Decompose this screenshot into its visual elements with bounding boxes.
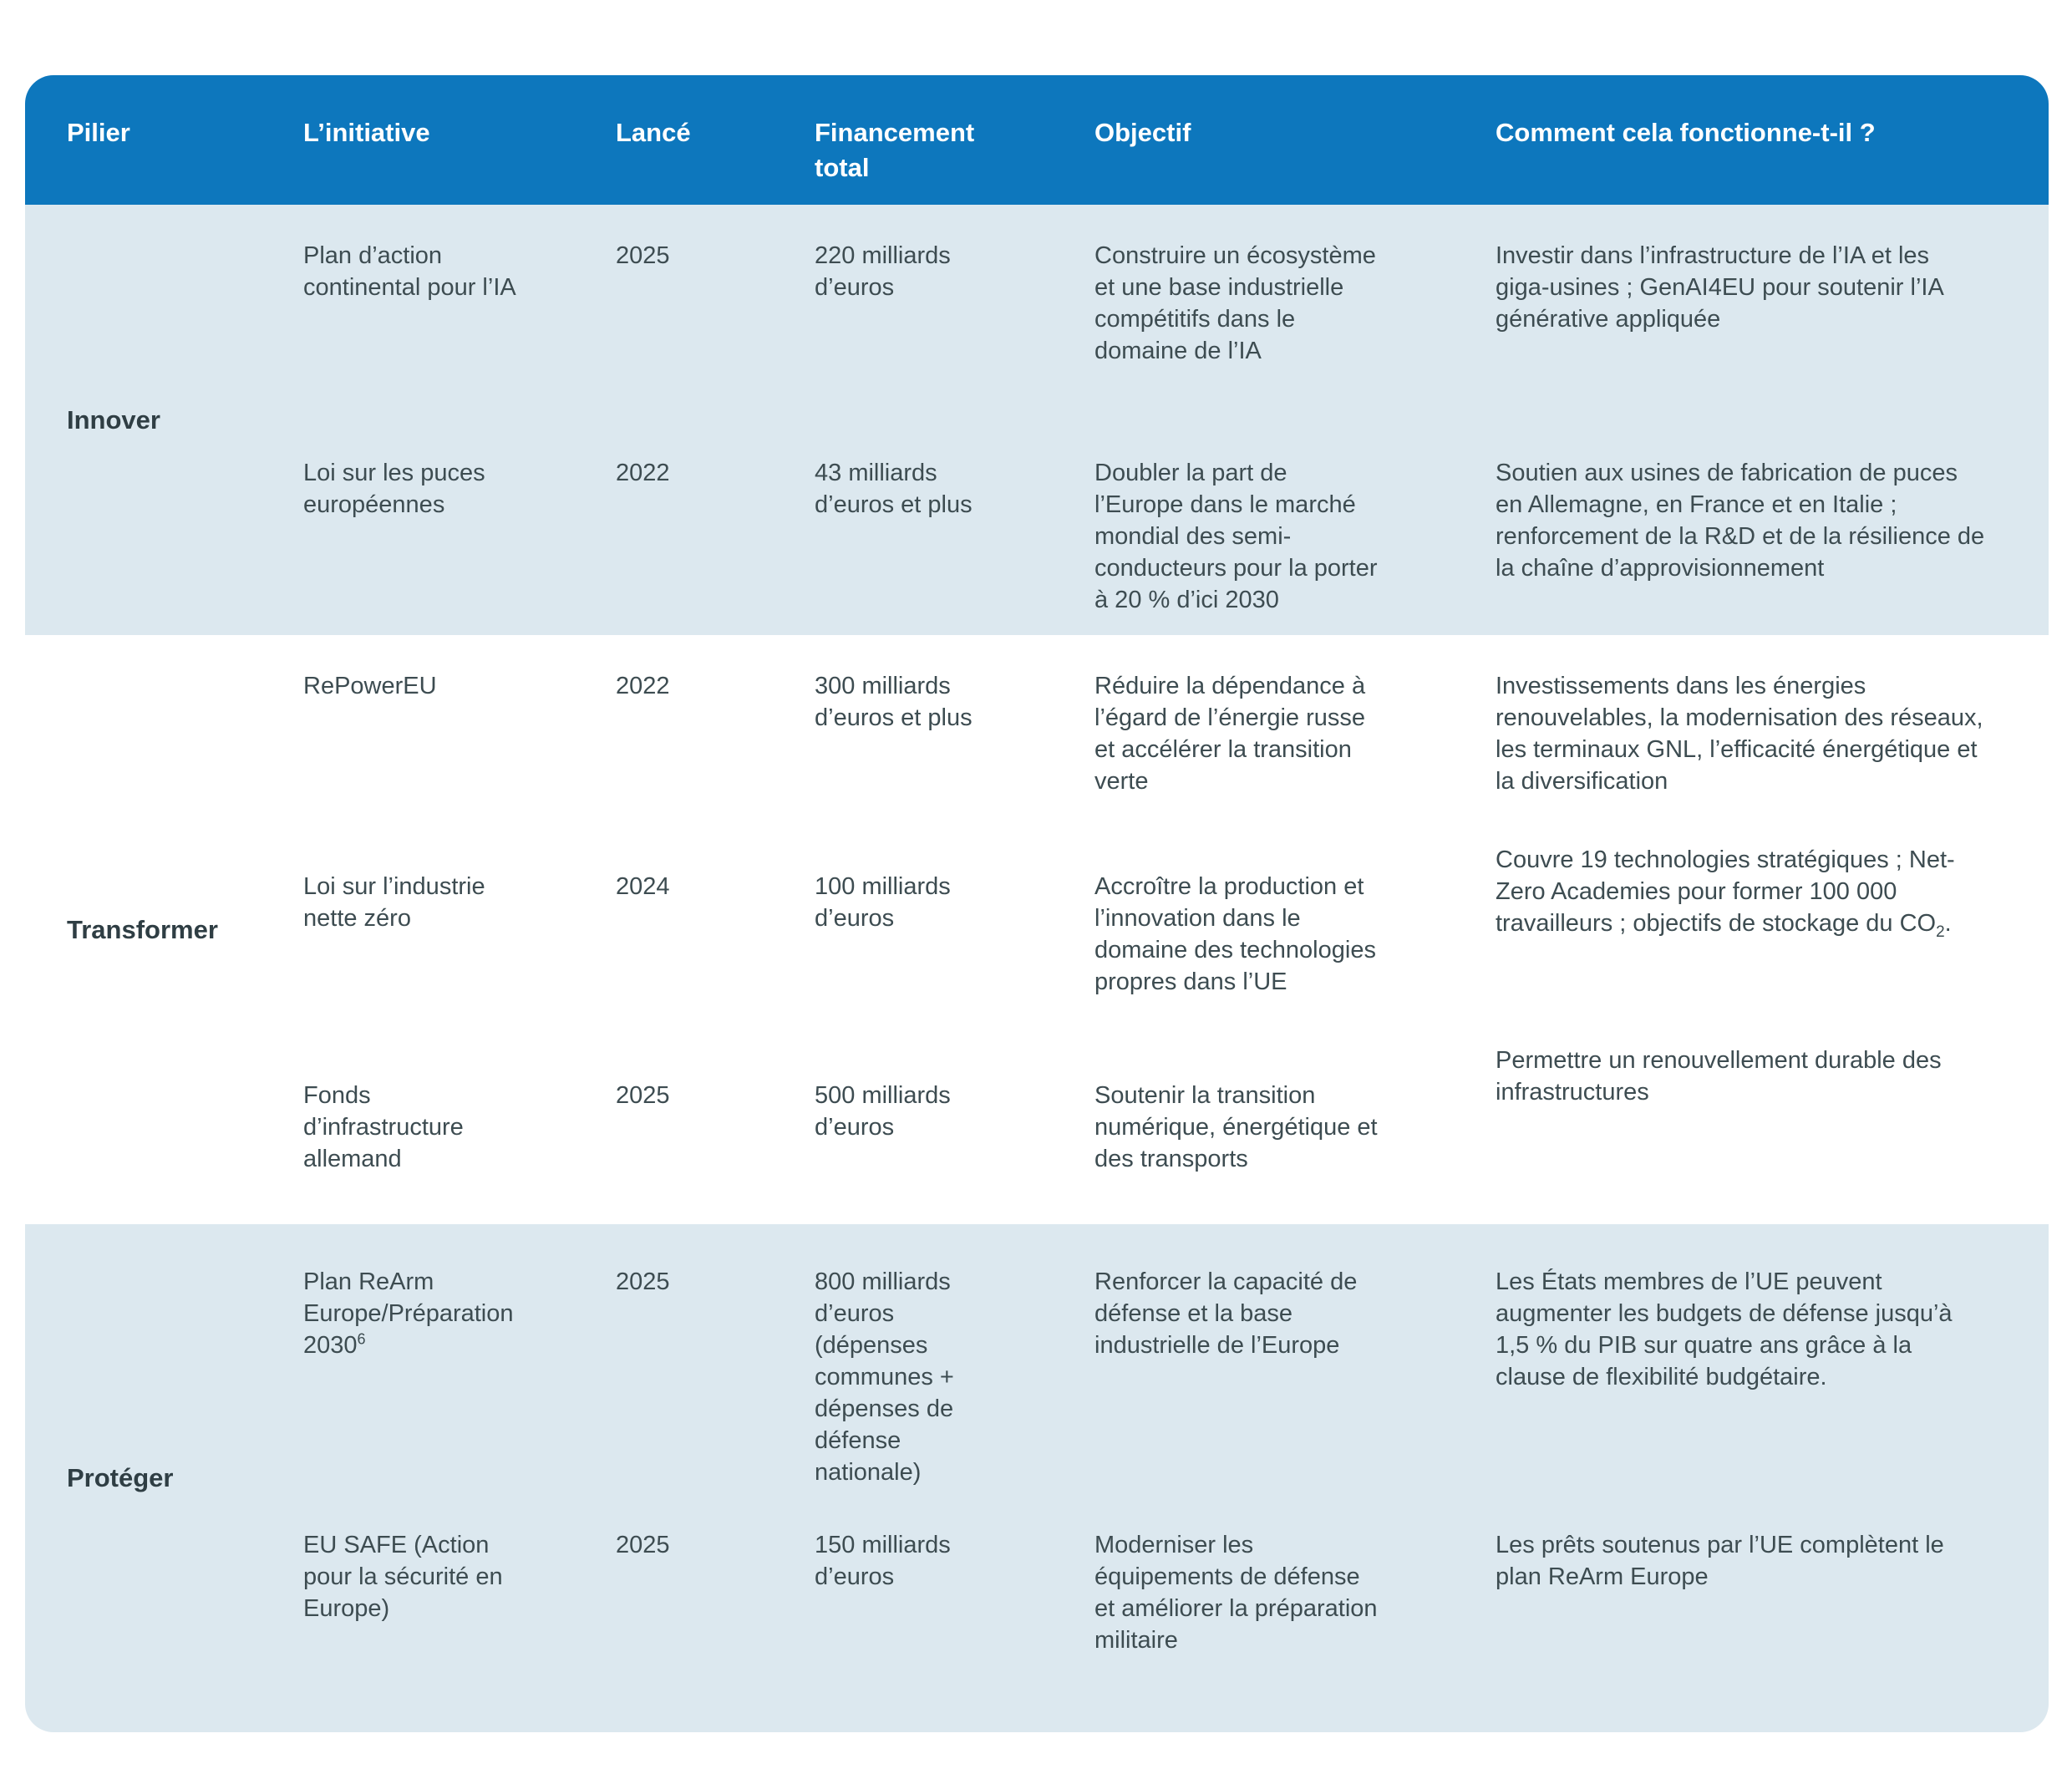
initiative-cell: Loi sur l’industrie nette zéro [303, 873, 485, 932]
initiative-cell: RePowerEU [303, 673, 437, 699]
initiative-cell: Fonds d’infrastructure allemand [303, 1082, 464, 1172]
section-transformer [25, 635, 2049, 1224]
objective-cell: Construire un écosystème et une base industrielle compétitifs dans le domaine de l’IA [1094, 242, 1376, 364]
column-header-financement: Financement total [815, 118, 975, 182]
section-innover [25, 205, 2049, 635]
objective-cell: Accroître la production et l’innovation dans le domaine des technologies propres dans l’UE [1094, 873, 1376, 995]
how-cell: Les États membres de l’UE peuvent augmenter les budgets de défense jusqu’à 1,5 % du PIB sur quatre ans grâce à la clause de flexibilité budgétaire. [1496, 1268, 1953, 1390]
co2-subscript: 2 [1936, 923, 1945, 941]
initiative-cell [303, 1224, 554, 1500]
launched-cell: 2025 [616, 1268, 670, 1295]
initiative-cell: Loi sur les puces européennes [303, 460, 485, 518]
column-header-pilier: Pilier [67, 118, 130, 147]
how-cell: Les prêts soutenus par l’UE complètent le plan ReArm Europe [1496, 1532, 1944, 1590]
objective-cell: Doubler la part de l’Europe dans le marché mondial des semi-conducteurs pour la porter à 20 % d’ici 2030 [1094, 460, 1378, 613]
funding-cell: 150 milliards d’euros [815, 1532, 951, 1590]
objective-cell: Soutenir la transition numérique, énergétique et des transports [1094, 1082, 1378, 1172]
column-header-lance: Lancé [616, 118, 691, 147]
launched-cell: 2025 [616, 242, 670, 269]
how-cell: Investir dans l’infrastructure de l’IA et les giga-usines ; GenAI4EU pour soutenir l’IA générative appliquée [1496, 242, 1943, 333]
objective-cell: Renforcer la capacité de défense et la base industrielle de l’Europe [1094, 1268, 1358, 1359]
column-header-objectif: Objectif [1094, 118, 1191, 147]
launched-cell: 2025 [616, 1532, 670, 1558]
funding-cell: 43 milliards d’euros et plus [815, 460, 973, 518]
pillar-label-innover: Innover [67, 404, 160, 435]
funding-cell: 300 milliards d’euros et plus [815, 673, 973, 731]
funding-cell: 800 milliards d’euros (dépenses communes + dépenses de défense nationale) [815, 1268, 954, 1486]
how-cell: Permettre un renouvellement durable des infrastructures [1496, 1047, 1942, 1106]
how-cell: Investissements dans les énergies renouvelables, la modernisation des réseaux, les terminaux GNL, l’efficacité énergétique et la diversification [1496, 673, 1983, 795]
eu-initiatives-table [25, 75, 2049, 1732]
initiative-cell: Plan d’action continental pour l’IA [303, 242, 516, 301]
pillar-label-proteger: Protéger [67, 1463, 174, 1492]
funding-cell: 220 milliards d’euros [815, 242, 951, 301]
how-text: Couvre 19 technologies stratégiques ; Net-Zero Academies pour former 100 000 travailleurs ; objectifs de stockage du CO [1496, 846, 1955, 937]
objective-cell: Réduire la dépendance à l’égard de l’énergie russe et accélérer la transition verte [1094, 673, 1366, 795]
launched-cell: 2022 [616, 460, 670, 486]
how-cell: Soutien aux usines de fabrication de puces en Allemagne, en France et en Italie ; renforcement de la R&D et de la résilience de la chaîne d’approvisionnement [1496, 460, 1985, 582]
pillar-label-transformer: Transformer [67, 914, 218, 944]
initiative-text: Plan ReArm Europe/Préparation 2030 [303, 1268, 514, 1359]
launched-cell: 2022 [616, 673, 670, 699]
how-text-end: . [1944, 910, 1952, 937]
launched-cell: 2025 [616, 1082, 670, 1109]
how-cell [1496, 836, 2022, 1045]
column-header-comment: Comment cela fonctionne-t-il ? [1496, 118, 1876, 147]
funding-cell: 100 milliards d’euros [815, 873, 951, 932]
column-header-initiative: L’initiative [303, 118, 430, 147]
footnote-6-superscript: 6 [357, 1330, 366, 1348]
section-proteger [25, 1224, 2049, 1732]
objective-cell: Moderniser les équipements de défense et améliorer la préparation militaire [1094, 1532, 1378, 1654]
funding-cell: 500 milliards d’euros [815, 1082, 951, 1141]
launched-cell: 2024 [616, 873, 670, 900]
table-header-row [25, 75, 2049, 205]
initiative-cell: EU SAFE (Action pour la sécurité en Europe) [303, 1532, 503, 1622]
